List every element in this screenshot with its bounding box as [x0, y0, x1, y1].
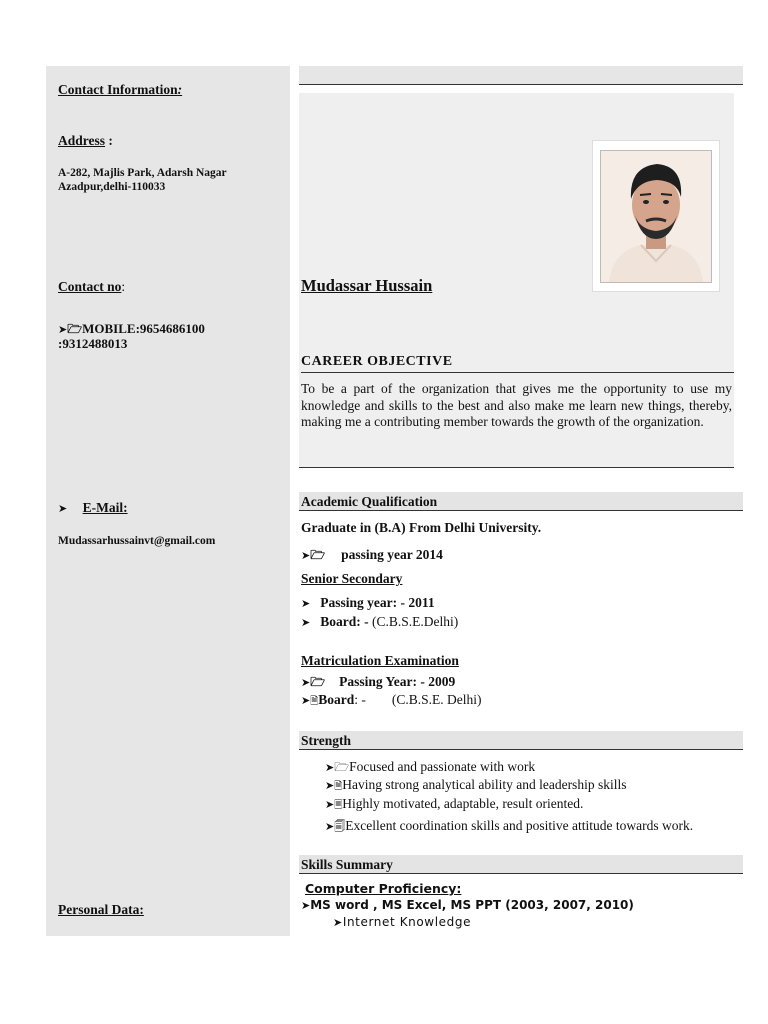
- strength-item: ➤🗁Focused and passionate with work: [325, 759, 536, 774]
- mobile-line-1: ➤🗁MOBILE:9654686100: [58, 321, 205, 336]
- strength-item: ➤🗏Highly motivated, adaptable, result oriented.: [325, 796, 584, 811]
- arrow-bullet-icon: ➤: [325, 779, 335, 792]
- address-line-1: A-282, Majlis Park, Adarsh Nagar: [58, 167, 227, 179]
- arrow-bullet-icon: ➤: [301, 899, 311, 912]
- computer-proficiency-heading: Computer Proficiency:: [305, 881, 462, 896]
- folder-icon: 🗁: [310, 675, 326, 689]
- arrow-bullet-icon: ➤: [301, 597, 311, 610]
- folder-icon: 🗁: [310, 548, 326, 562]
- senior-year-line: ➤ Passing year: - 2011: [301, 595, 435, 610]
- skills-summary-heading: Skills Summary: [299, 855, 743, 874]
- address-heading: Address :: [58, 133, 113, 148]
- folder-icon: 🗁: [67, 322, 83, 336]
- folder-icon: 🗁: [334, 760, 350, 774]
- address-line-2: Azadpur,delhi-110033: [58, 181, 166, 193]
- email-value: Mudassarhussainvt@gmail.com: [58, 535, 216, 547]
- strength-item: ➤🗎Having strong analytical ability and leadership skills: [325, 777, 627, 792]
- personal-data-heading: Personal Data:: [58, 902, 144, 917]
- graduate-year-line: ➤🗁 passing year 2014: [301, 547, 443, 562]
- career-objective-heading: CAREER OBJECTIVE: [301, 354, 734, 373]
- profile-photo: [600, 150, 712, 283]
- contact-no-heading: Contact no:: [58, 279, 126, 294]
- document-icon: 🗏: [334, 800, 343, 811]
- arrow-bullet-icon: ➤: [333, 916, 343, 929]
- arrow-bullet-icon: ➤: [325, 761, 335, 774]
- mobile-line-2: :9312488013: [58, 336, 128, 351]
- arrow-bullet-icon: ➤: [58, 323, 68, 336]
- strength-heading: Strength: [299, 731, 743, 750]
- arrow-bullet-icon: ➤: [325, 820, 335, 833]
- documents-icon: 🗐: [334, 820, 346, 833]
- graduate-line: Graduate in (B.A) From Delhi University.: [301, 520, 542, 535]
- person-avatar-icon: [601, 151, 711, 282]
- arrow-bullet-icon: ➤: [301, 616, 311, 629]
- senior-board-line: ➤ Board: - (C.B.S.E.Delhi): [301, 614, 459, 629]
- matriculation-heading: Matriculation Examination: [301, 653, 459, 668]
- senior-secondary-heading: Senior Secondary: [301, 571, 403, 586]
- matric-board-line: ➤🗎Board: - (C.B.S.E. Delhi): [301, 692, 482, 707]
- arrow-bullet-icon: ➤: [325, 798, 335, 811]
- document-icon: 🗎: [334, 781, 343, 792]
- arrow-bullet-icon: ➤: [58, 502, 68, 515]
- arrow-bullet-icon: ➤: [301, 694, 311, 707]
- internet-knowledge-line: ➤Internet Knowledge: [333, 915, 472, 929]
- strength-item: ➤🗐Excellent coordination skills and positive attitude towards work.: [325, 818, 694, 833]
- career-objective-text: To be a part of the organization that gives me the opportunity to use my knowledge and skills to the best and also make me learn new things, thereby, making me a contributing member towards the growth of the organization.: [301, 381, 732, 430]
- document-icon: 🗎: [310, 696, 319, 707]
- candidate-name: Mudassar Hussain: [301, 276, 433, 295]
- ms-office-line: ➤MS word , MS Excel, MS PPT (2003, 2007, 2010): [301, 898, 634, 912]
- arrow-bullet-icon: ➤: [301, 549, 311, 562]
- matric-year-line: ➤🗁 Passing Year: - 2009: [301, 674, 456, 689]
- arrow-bullet-icon: ➤: [301, 676, 311, 689]
- section-divider: [299, 467, 734, 468]
- contact-information-heading: Contact Information:: [58, 82, 183, 97]
- academic-qualification-heading: Academic Qualification: [299, 492, 743, 511]
- email-heading: ➤ E-Mail:: [58, 500, 128, 515]
- top-bar: [299, 66, 743, 85]
